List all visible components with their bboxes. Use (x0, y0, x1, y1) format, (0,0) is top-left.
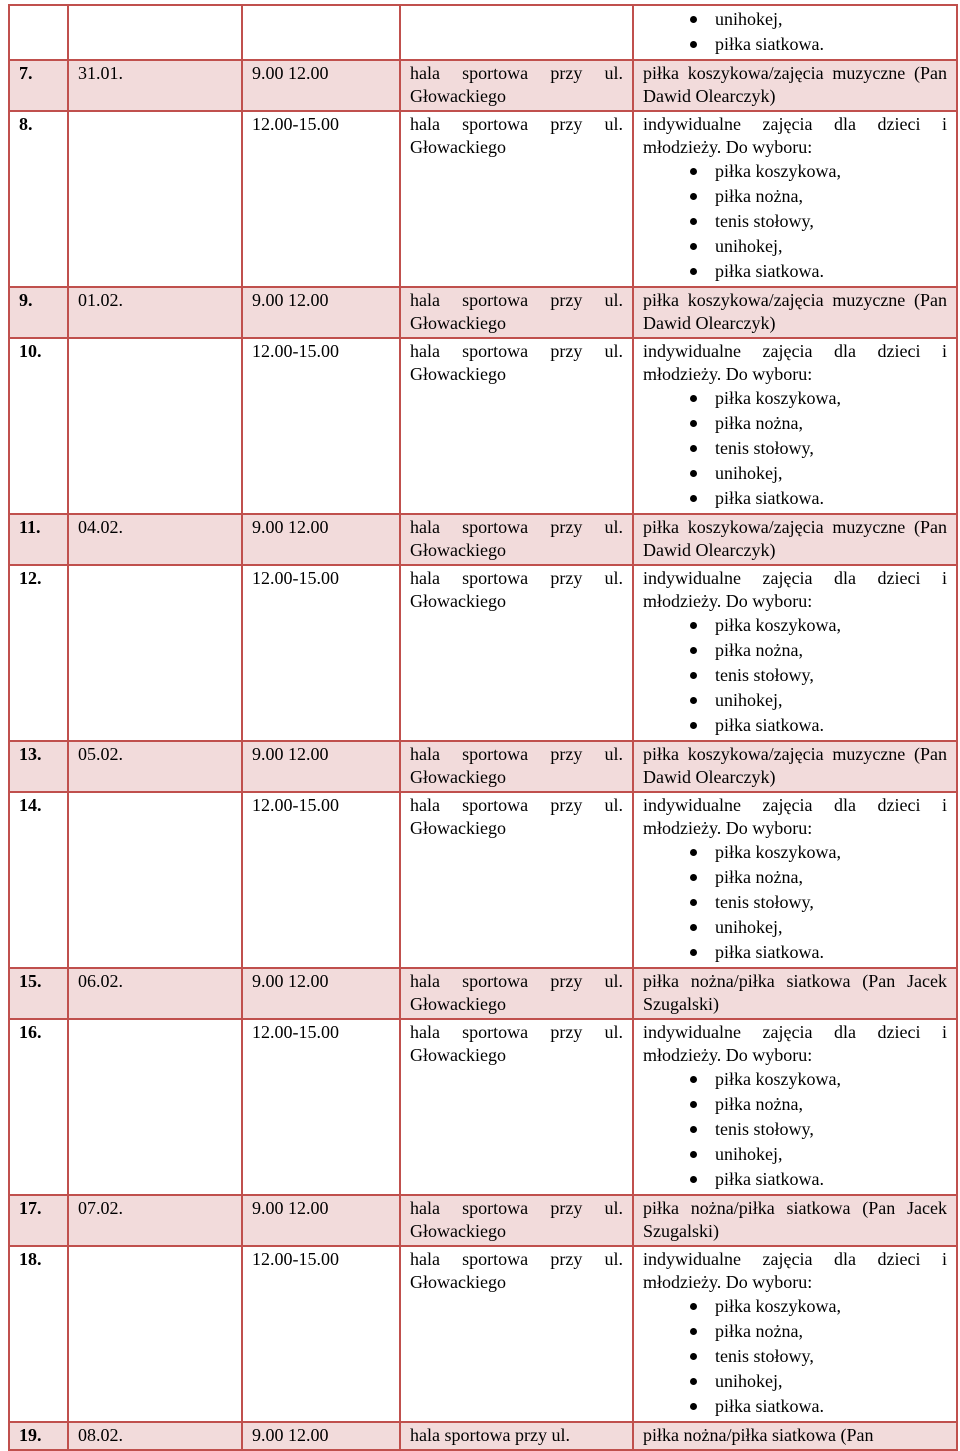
option-item: tenis stołowy, (715, 1344, 947, 1369)
option-item: tenis stołowy, (715, 663, 947, 688)
row-activity-cell (633, 5, 957, 60)
row-time: 9.00 12.00 (242, 1195, 400, 1246)
row-time: 12.00-15.00 (242, 1246, 400, 1422)
row-activity: indywidualne zajęcia dla dzieci i młodzieży. Do wyboru: (643, 568, 947, 611)
row-number (9, 5, 68, 60)
schedule-table (8, 4, 958, 1451)
row-date: 07.02. (68, 1195, 242, 1246)
row-activity: piłka koszykowa/zajęcia muzyczne (Pan Dawid Olearczyk) (643, 517, 947, 560)
table-row (9, 1195, 957, 1246)
row-activity: piłka nożna/piłka siatkowa (Pan Jacek Szugalski) (643, 971, 947, 1014)
option-item: tenis stołowy, (715, 890, 947, 915)
row-time: 9.00 12.00 (242, 1422, 400, 1450)
table-row (9, 514, 957, 565)
row-activity: piłka koszykowa/zajęcia muzyczne (Pan Dawid Olearczyk) (643, 290, 947, 333)
table-row (9, 5, 957, 60)
row-time: 9.00 12.00 (242, 514, 400, 565)
option-item: piłka nożna, (715, 184, 947, 209)
row-activity-cell (633, 1422, 957, 1450)
option-item: piłka siatkowa. (715, 1394, 947, 1419)
option-item: unihokej, (715, 915, 947, 940)
row-time: 12.00-15.00 (242, 338, 400, 514)
option-item: unihokej, (715, 7, 947, 32)
row-time: 12.00-15.00 (242, 792, 400, 968)
row-date: 06.02. (68, 968, 242, 1019)
row-date: 04.02. (68, 514, 242, 565)
row-activity: piłka koszykowa/zajęcia muzyczne (Pan Dawid Olearczyk) (643, 63, 947, 106)
option-item: piłka koszykowa, (715, 1067, 947, 1092)
row-number: 11. (9, 514, 68, 565)
row-time: 12.00-15.00 (242, 565, 400, 741)
row-activity-cell (633, 60, 957, 111)
schedule-page (8, 4, 956, 1451)
row-place: hala sportowa przy ul. Głowackiego (400, 1195, 633, 1246)
row-place: hala sportowa przy ul. Głowackiego (400, 111, 633, 287)
option-item: unihokej, (715, 688, 947, 713)
options-list (643, 159, 947, 284)
row-place (400, 5, 633, 60)
row-place: hala sportowa przy ul. Głowackiego (400, 514, 633, 565)
schedule-rows (9, 5, 957, 1450)
row-activity-cell (633, 792, 957, 968)
row-number: 10. (9, 338, 68, 514)
row-time: 9.00 12.00 (242, 287, 400, 338)
row-number: 14. (9, 792, 68, 968)
option-item: piłka siatkowa. (715, 713, 947, 738)
option-item: piłka siatkowa. (715, 259, 947, 284)
row-activity: piłka nożna/piłka siatkowa (Pan Jacek Szugalski) (643, 1198, 947, 1241)
option-item: piłka nożna, (715, 865, 947, 890)
row-place: hala sportowa przy ul. Głowackiego (400, 565, 633, 741)
row-activity: indywidualne zajęcia dla dzieci i młodzieży. Do wyboru: (643, 114, 947, 157)
row-time: 12.00-15.00 (242, 1019, 400, 1195)
table-row (9, 565, 957, 741)
options-list (643, 613, 947, 738)
row-activity: indywidualne zajęcia dla dzieci i młodzieży. Do wyboru: (643, 795, 947, 838)
row-number: 9. (9, 287, 68, 338)
option-item: piłka koszykowa, (715, 159, 947, 184)
row-date (68, 5, 242, 60)
option-item: tenis stołowy, (715, 209, 947, 234)
option-item: piłka nożna, (715, 411, 947, 436)
row-place: hala sportowa przy ul. Głowackiego (400, 1246, 633, 1422)
table-row (9, 741, 957, 792)
row-activity-cell (633, 968, 957, 1019)
row-time: 9.00 12.00 (242, 741, 400, 792)
option-item: unihokej, (715, 461, 947, 486)
row-activity-cell (633, 565, 957, 741)
row-activity-cell (633, 1019, 957, 1195)
row-time: 9.00 12.00 (242, 60, 400, 111)
option-item: unihokej, (715, 1369, 947, 1394)
row-date (68, 1246, 242, 1422)
row-place: hala sportowa przy ul. Głowackiego (400, 287, 633, 338)
option-item: piłka koszykowa, (715, 386, 947, 411)
row-date: 31.01. (68, 60, 242, 111)
row-number: 19. (9, 1422, 68, 1450)
row-place: hala sportowa przy ul. Głowackiego (400, 1019, 633, 1195)
row-place: hala sportowa przy ul. (400, 1422, 633, 1450)
row-date (68, 338, 242, 514)
options-list (643, 386, 947, 511)
row-number: 16. (9, 1019, 68, 1195)
row-activity: piłka koszykowa/zajęcia muzyczne (Pan Dawid Olearczyk) (643, 744, 947, 787)
row-place: hala sportowa przy ul. Głowackiego (400, 968, 633, 1019)
option-item: piłka koszykowa, (715, 613, 947, 638)
table-row (9, 1019, 957, 1195)
option-item: unihokej, (715, 1142, 947, 1167)
table-row (9, 338, 957, 514)
option-item: piłka siatkowa. (715, 940, 947, 965)
row-activity-cell (633, 1195, 957, 1246)
row-activity-cell (633, 287, 957, 338)
option-item: piłka nożna, (715, 1319, 947, 1344)
row-date (68, 565, 242, 741)
options-list (643, 1294, 947, 1419)
row-time: 12.00-15.00 (242, 111, 400, 287)
row-place: hala sportowa przy ul. Głowackiego (400, 60, 633, 111)
options-list (643, 7, 947, 57)
row-activity: indywidualne zajęcia dla dzieci i młodzieży. Do wyboru: (643, 1022, 947, 1065)
row-activity: indywidualne zajęcia dla dzieci i młodzieży. Do wyboru: (643, 341, 947, 384)
row-date: 05.02. (68, 741, 242, 792)
options-list (643, 1067, 947, 1192)
row-date (68, 111, 242, 287)
row-place: hala sportowa przy ul. Głowackiego (400, 741, 633, 792)
table-row (9, 792, 957, 968)
table-row (9, 968, 957, 1019)
option-item: piłka koszykowa, (715, 1294, 947, 1319)
options-list (643, 840, 947, 965)
row-activity-cell (633, 1246, 957, 1422)
table-row (9, 287, 957, 338)
row-number: 8. (9, 111, 68, 287)
option-item: piłka koszykowa, (715, 840, 947, 865)
option-item: piłka nożna, (715, 638, 947, 663)
row-activity-cell (633, 111, 957, 287)
row-date: 01.02. (68, 287, 242, 338)
row-activity: indywidualne zajęcia dla dzieci i młodzieży. Do wyboru: (643, 1249, 947, 1292)
row-activity-cell (633, 741, 957, 792)
row-activity-cell (633, 338, 957, 514)
row-number: 17. (9, 1195, 68, 1246)
row-date: 08.02. (68, 1422, 242, 1450)
table-row (9, 111, 957, 287)
option-item: piłka siatkowa. (715, 1167, 947, 1192)
option-item: unihokej, (715, 234, 947, 259)
row-activity-cell (633, 514, 957, 565)
row-number: 18. (9, 1246, 68, 1422)
row-date (68, 792, 242, 968)
row-date (68, 1019, 242, 1195)
option-item: piłka siatkowa. (715, 486, 947, 511)
row-number: 7. (9, 60, 68, 111)
option-item: tenis stołowy, (715, 1117, 947, 1142)
table-row (9, 60, 957, 111)
option-item: piłka siatkowa. (715, 32, 947, 57)
row-time (242, 5, 400, 60)
row-time: 9.00 12.00 (242, 968, 400, 1019)
option-item: piłka nożna, (715, 1092, 947, 1117)
row-number: 13. (9, 741, 68, 792)
table-row (9, 1246, 957, 1422)
option-item: tenis stołowy, (715, 436, 947, 461)
row-number: 15. (9, 968, 68, 1019)
row-activity: piłka nożna/piłka siatkowa (Pan (643, 1425, 874, 1445)
table-row (9, 1422, 957, 1450)
row-place: hala sportowa przy ul. Głowackiego (400, 792, 633, 968)
row-place: hala sportowa przy ul. Głowackiego (400, 338, 633, 514)
row-number: 12. (9, 565, 68, 741)
